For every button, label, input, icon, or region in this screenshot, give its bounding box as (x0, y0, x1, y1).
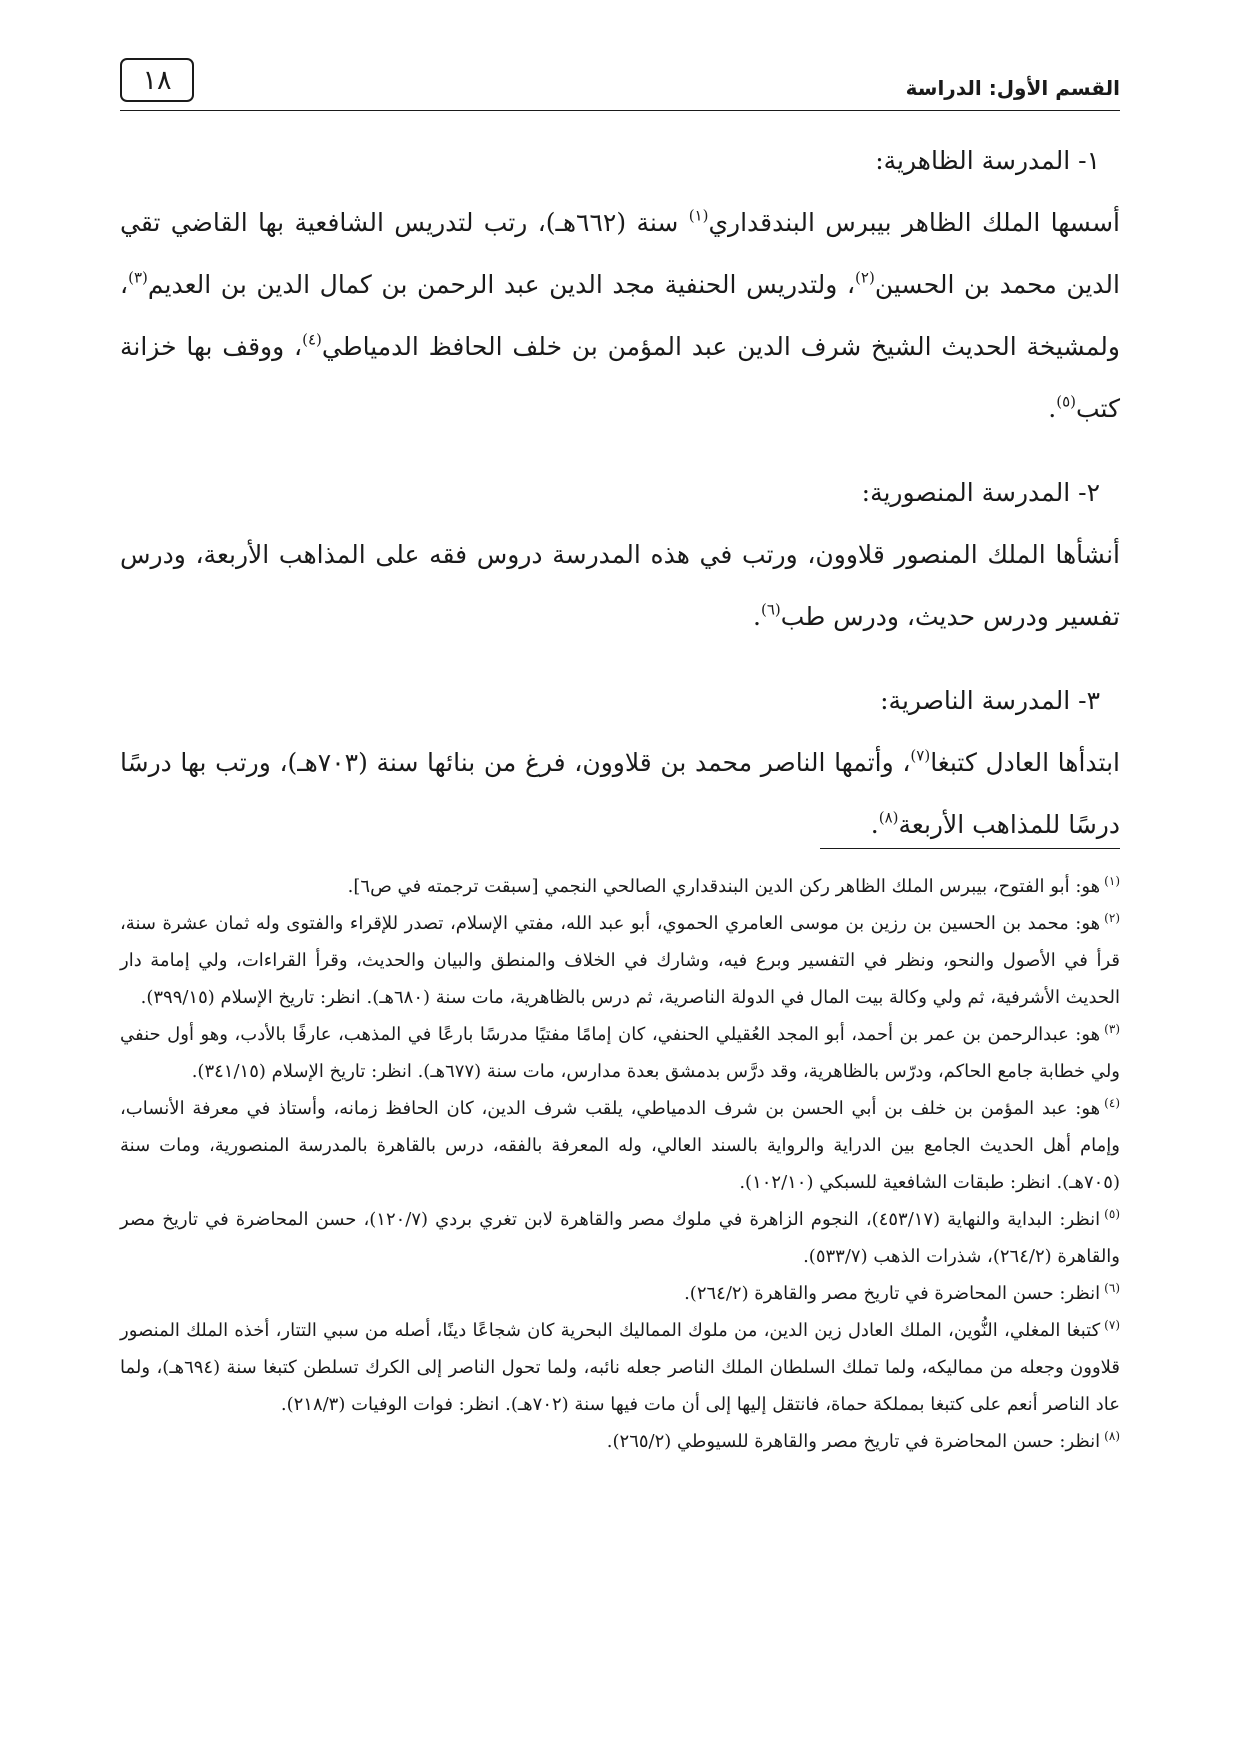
paragraph-text: . (1048, 394, 1057, 423)
footnote-reference[interactable]: (٤) (302, 330, 322, 349)
footnote-text: انظر: حسن المحاضرة في تاريخ مصر والقاهرة (٢٦٤/٢). (684, 1283, 1101, 1304)
footnote-marker: (٤) (1104, 1095, 1120, 1110)
footnote (120, 1016, 1120, 1090)
footnote-marker: (٦) (1104, 1280, 1120, 1295)
footnote-marker: (٥) (1104, 1206, 1120, 1221)
paragraph-text: ، ولتدريس الحنفية مجد الدين عبد الرحمن بن كمال الدين بن العديم (147, 270, 856, 299)
footnote-marker: (٨) (1104, 1428, 1120, 1443)
footnote-reference[interactable]: (٦) (760, 600, 781, 619)
footnote (120, 1090, 1120, 1201)
footnote-reference[interactable]: (٨) (878, 808, 899, 827)
footnote (120, 1275, 1120, 1312)
section-gap (120, 440, 1120, 462)
footnote-marker: (٣) (1104, 1021, 1120, 1036)
paragraph-text: أسسها الملك الظاهر بيبرس البندقداري (708, 208, 1120, 237)
paragraph-text: ، ولمشيخة الحديث الشيخ شرف الدين عبد المؤمن بن خلف الحافظ الدمياطي (120, 270, 1120, 361)
footnote-text: هو: عبدالرحمن بن عمر بن أحمد، أبو المجد العُقيلي الحنفي، كان إمامًا مفتيًا مدرسًا بارعًا في المذهب، عارفًا بالأدب، وهو أول حنفي ولي خطابة جامع الحاكم، ودرّس بالظاهرية، وقد درَّس بدمشق بعدة مدارس، مات سنة (٦٧٧هـ). انظر: تاريخ الإسلام (٣٤١/١٥). (120, 1024, 1120, 1082)
section-heading: ٢- المدرسة المنصورية: (861, 478, 1100, 507)
footnote-reference[interactable]: (٣) (128, 268, 148, 287)
section-paragraph (120, 524, 1120, 648)
header-divider (120, 110, 1120, 111)
section-paragraph (120, 732, 1120, 856)
footnote-marker: (٢) (1104, 910, 1120, 925)
section-paragraph (120, 192, 1120, 440)
paragraph-text: أنشأها الملك المنصور قلاوون، ورتب في هذه المدرسة دروس فقه على المذاهب الأربعة، ودرس تفسير ودرس حديث، ودرس طب (120, 540, 1120, 631)
paragraph-text: . (870, 810, 879, 839)
paragraph-text: ، وأتمها الناصر محمد بن قلاوون، فرغ من بنائها سنة (٧٠٣هـ)، ورتب بها درسًا درسًا للمذاهب الأربعة (120, 748, 1120, 839)
footnote-marker: (١) (1104, 873, 1120, 888)
section-heading: ١- المدرسة الظاهرية: (875, 146, 1100, 175)
footnote-reference[interactable]: (٥) (1056, 392, 1076, 411)
footnote-marker: (٧) (1104, 1317, 1120, 1332)
paragraph-text: ، ووقف بها خزانة كتب (120, 332, 1120, 423)
footnote-divider (820, 848, 1120, 849)
footnote (120, 1423, 1120, 1460)
paragraph-text: سنة (٦٦٢هـ)، رتب لتدريس الشافعية بها القاضي تقي الدين محمد بن الحسين (120, 208, 1120, 299)
footnote (120, 1312, 1120, 1423)
footnote-text: كتبغا المغلي، النُّوين، الملك العادل زين الدين، من ملوك المماليك البحرية كان شجاعًا دينًا، أصله من سبي التتار، أخذه الملك المنصور قلاوون وجعله من مماليكه، ولما تملك السلطان الملك الناصر جعله نائبه، ولما تحول الناصر إلى الكرك تسلطن كتبغا سنة (٦٩٤هـ)، ولما عاد الناصر أنعم على كتبغا بمملكة حماة، فانتقل إليها إلى أن مات فيها سنة (٧٠٢هـ). انظر: فوات الوفيات (٢١٨/٣). (120, 1320, 1121, 1415)
page-number (120, 58, 194, 102)
section-heading: ٣- المدرسة الناصرية: (880, 686, 1100, 715)
footnote (120, 868, 1120, 905)
footnote (120, 905, 1120, 1016)
footnote-reference[interactable]: (١) (688, 206, 709, 225)
main-text (120, 130, 1120, 856)
footnote (120, 1201, 1120, 1275)
section-gap (120, 648, 1120, 670)
page-number-text: ١٨ (142, 64, 172, 96)
paragraph-text: ابتدأها العادل كتبغا (930, 748, 1120, 777)
footnote-reference[interactable]: (٢) (855, 268, 875, 287)
footnote-reference[interactable]: (٧) (910, 746, 931, 765)
running-title: القسم الأول: الدراسة (905, 76, 1120, 100)
footnote-text: هو: أبو الفتوح، بيبرس الملك الظاهر ركن الدين البندقداري الصالحي النجمي [سبقت ترجمته في ص٦]. (347, 876, 1101, 897)
footnote-text: انظر: البداية والنهاية (٤٥٣/١٧)، النجوم الزاهرة في ملوك مصر والقاهرة لابن تغري بردي (١٢٠/٧)، حسن المحاضرة في تاريخ مصر والقاهرة (٢٦٤/٢)، شذرات الذهب (٥٣٣/٧). (120, 1209, 1120, 1267)
footnote-text: هو: محمد بن الحسين بن رزين بن موسى العامري الحموي، أبو عبد الله، مفتي الإسلام، تصدر للإقراء والفتوى وله ثمان عشرة سنة، قرأ في الأصول والنحو، ونظر في التفسير وبرع فيه، وشارك في الخلاف والمنطق والبيان والحديث، وقرأ القراءات، ولي إمامة دار الحديث الأشرفية، ثم ولي وكالة بيت المال في الدولة الناصرية، ثم درس بالظاهرية، مات سنة (٦٨٠هـ). انظر: تاريخ الإسلام (٣٩٩/١٥). (120, 913, 1120, 1008)
footnotes (120, 868, 1120, 1460)
footnote-text: هو: عبد المؤمن بن خلف بن أبي الحسن بن شرف الدمياطي، يلقب شرف الدين، كان الحافظ زمانه، وأستاذ في معرفة الأنساب، وإمام أهل الحديث الجامع بين الدراية والرواية بالسند العالي، وله المعرفة بالفقه، درس بالقاهرة بالمدرسة المنصورية، ومات سنة (٧٠٥هـ). انظر: طبقات الشافعية للسبكي (١٠٢/١٠). (120, 1098, 1120, 1193)
paragraph-text: . (753, 602, 761, 631)
footnote-text: انظر: حسن المحاضرة في تاريخ مصر والقاهرة للسيوطي (٢٦٥/٢). (606, 1431, 1101, 1452)
